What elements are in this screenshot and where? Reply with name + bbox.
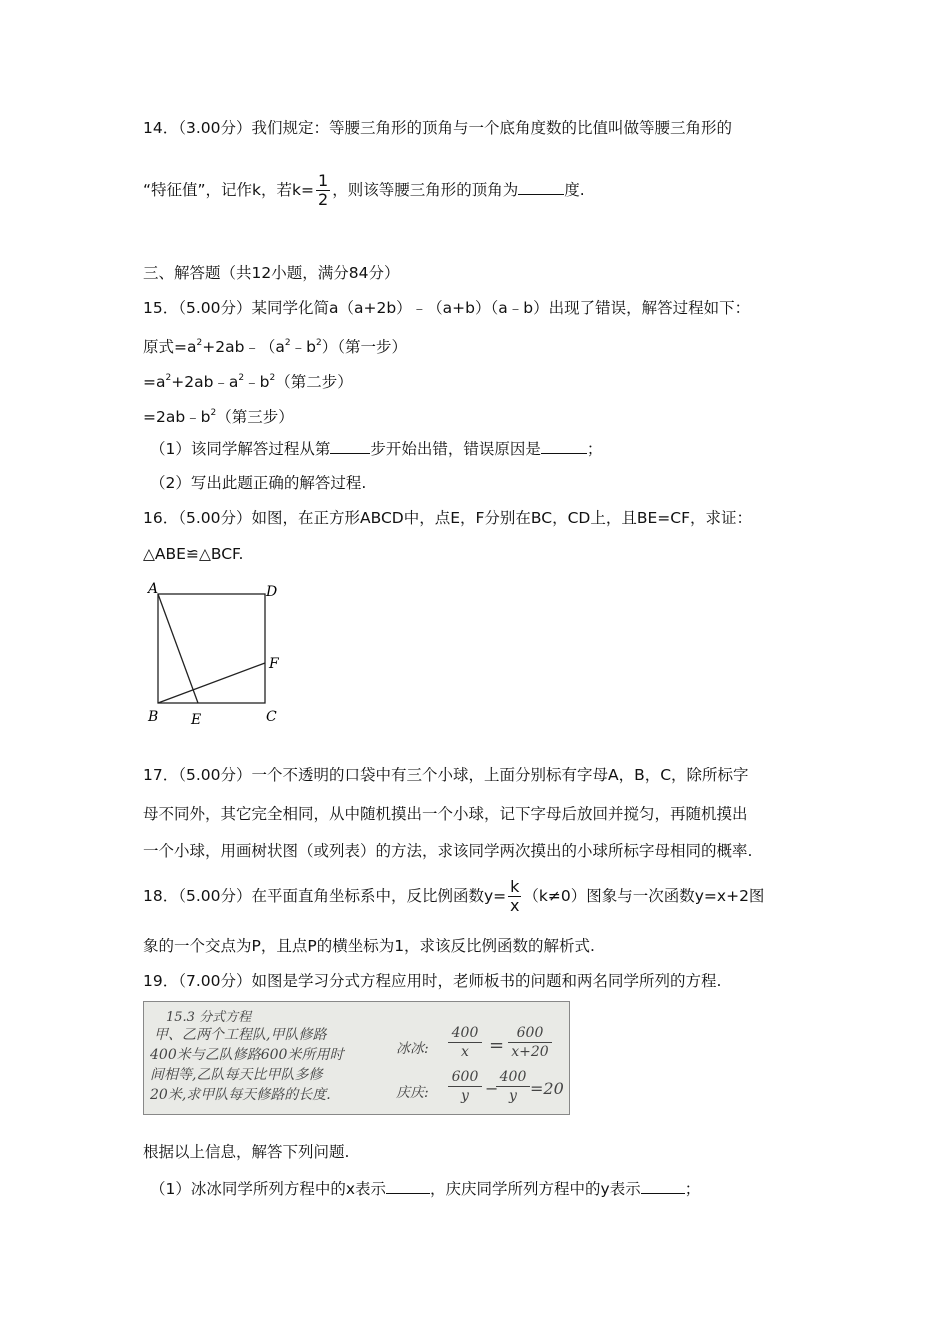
- square-figure: [140, 576, 290, 731]
- q15-step2-d: （第二步）: [275, 373, 353, 391]
- q19-info: 根据以上信息，解答下列问题.: [143, 1143, 350, 1161]
- q14-line2-end: 度.: [564, 181, 585, 199]
- q15-step2-sup2: 2: [238, 373, 245, 383]
- bing-den-2: x+20: [511, 1044, 549, 1060]
- label-a: A: [148, 581, 159, 597]
- board-text-1: 甲、乙两个工程队,甲队修路: [154, 1027, 327, 1043]
- q15-blank-step[interactable]: [330, 437, 370, 454]
- q18-fraction: [508, 878, 521, 915]
- bing-fraction-2: [508, 1024, 552, 1061]
- qing-fraction-1: [448, 1068, 482, 1105]
- q14-line2: [143, 172, 585, 209]
- bing-den-1: x: [461, 1044, 469, 1060]
- label-e: E: [191, 712, 202, 728]
- bing-num-2: 600: [508, 1024, 552, 1043]
- q15-step1-b: +2ab﹣（a: [202, 338, 285, 356]
- q15-step2-c: ﹣b: [244, 373, 270, 391]
- q15-sub1-end: ；: [586, 440, 603, 458]
- qing-num-1: 600: [448, 1068, 482, 1087]
- q14-line2-pre: “特征值”，记作k，若k=: [143, 181, 315, 199]
- q18-line1-pre: 18．（5.00分）在平面直角坐标系中，反比例函数y=: [143, 887, 507, 905]
- q15-step1-a: 原式=a: [143, 338, 197, 356]
- board-text-4: 20米,求甲队每天修路的长度.: [150, 1087, 331, 1103]
- q16-line2: △ABE≌△BCF.: [143, 545, 244, 563]
- qing-rhs: =20: [530, 1079, 564, 1098]
- q18-line1: [143, 878, 764, 915]
- q15-step2-b: +2ab﹣a: [171, 373, 239, 391]
- q15-sub2: （2）写出此题正确的解答过程.: [150, 474, 367, 492]
- q17-line2: 母不同外，其它完全相同，从中随机摸出一个小球，记下字母后放回并搅匀，再随机摸出: [143, 805, 748, 823]
- square-abcd: [158, 594, 265, 703]
- segment-bf: [158, 663, 265, 703]
- qing-den-1: y: [461, 1088, 469, 1104]
- q15-step3-a: =2ab﹣b: [143, 408, 211, 426]
- label-d: D: [266, 584, 278, 600]
- q15-step1-d: ）（第一步）: [321, 338, 407, 356]
- q18-frac-num: k: [510, 877, 520, 896]
- q16-line1: 16．（5.00分）如图，在正方形ABCD中，点E，F分别在BC，CD上，且BE=CF，求证：: [143, 509, 753, 527]
- q15-step3-sup: 2: [210, 408, 217, 418]
- q15-step1-c: ﹣b: [290, 338, 316, 356]
- qing-minus: −: [485, 1079, 499, 1098]
- bingbing-label: 冰冰:: [396, 1041, 429, 1057]
- label-c: C: [266, 709, 277, 725]
- q15-step3-b: （第三步）: [216, 408, 294, 426]
- q15-step1-sup2: 2: [284, 338, 291, 348]
- q14-line1: 14．（3.00分）我们规定：等腰三角形的顶角与一个底角度数的比值叫做等腰三角形的: [143, 119, 732, 137]
- q19-sub1-a: （1）冰冰同学所列方程中的x表示: [150, 1180, 387, 1198]
- board-title: 15.3 分式方程: [166, 1010, 252, 1025]
- q17-line3: 一个小球，用画树状图（或列表）的方法，求该同学两次摸出的小球所标字母相同的概率.: [143, 842, 753, 860]
- q18-frac-den: x: [510, 896, 520, 915]
- qing-fraction-2: [496, 1068, 530, 1105]
- q15-sub1-b: 步开始出错，错误原因是: [370, 440, 541, 458]
- q15-sub1-a: （1）该同学解答过程从第: [150, 440, 331, 458]
- section3-heading: 三、解答题（共12小题，满分84分）: [143, 264, 400, 282]
- qingqing-label: 庆庆:: [396, 1085, 429, 1101]
- q19-blank-x[interactable]: [386, 1177, 430, 1194]
- q14-frac-num: 1: [318, 171, 329, 190]
- q14-fraction: [316, 172, 330, 209]
- q14-frac-den: 2: [318, 190, 329, 209]
- q19-line1: 19．（7.00分）如图是学习分式方程应用时，老师板书的问题和两名同学所列的方程.: [143, 972, 722, 990]
- q15-step2-a: =a: [143, 373, 166, 391]
- board-text-2: 400米与乙队修路600米所用时: [150, 1047, 344, 1063]
- q15-step2-sup1: 2: [165, 373, 172, 383]
- q18-line1-post: （k≠0）图象与一次函数y=x+2图: [523, 887, 765, 905]
- q15-line1: 15．（5.00分）某同学化简a（a+2b）﹣（a+b）（a﹣b）出现了错误，解答过程如下：: [143, 299, 751, 317]
- label-b: B: [148, 709, 159, 725]
- segment-ae: [158, 594, 198, 703]
- q19-sub1: [150, 1177, 700, 1200]
- q15-step1-sup3: 2: [316, 338, 322, 348]
- q19-sub1-end: ；: [684, 1180, 701, 1198]
- q14-line2-post: ，则该等腰三角形的顶角为: [332, 181, 519, 199]
- q15-step2-sup3: 2: [269, 373, 276, 383]
- blackboard-photo: [143, 1001, 570, 1115]
- bing-fraction-1: [448, 1024, 482, 1061]
- board-text-3: 间相等,乙队每天比甲队多修: [150, 1067, 323, 1083]
- qing-den-2: y: [509, 1088, 517, 1104]
- q15-step1-sup1: 2: [196, 338, 203, 348]
- q14-answer-blank[interactable]: [518, 178, 564, 195]
- q18-line2: 象的一个交点为P，且点P的横坐标为1，求该反比例函数的解析式.: [143, 937, 595, 955]
- bing-equals: =: [489, 1035, 505, 1056]
- q15-step1: [143, 332, 407, 358]
- q17-line1: 17．（5.00分）一个不透明的口袋中有三个小球，上面分别标有字母A，B，C，除所标字: [143, 766, 749, 784]
- q15-sub1: [150, 437, 602, 460]
- q19-sub1-b: ，庆庆同学所列方程中的y表示: [430, 1180, 641, 1198]
- q19-blank-y[interactable]: [641, 1177, 685, 1194]
- q15-step3: [143, 402, 294, 428]
- q15-blank-reason[interactable]: [541, 437, 587, 454]
- qing-num-2: 400: [496, 1068, 530, 1087]
- bing-num-1: 400: [448, 1024, 482, 1043]
- q15-step2: [143, 367, 353, 393]
- label-f: F: [269, 656, 279, 672]
